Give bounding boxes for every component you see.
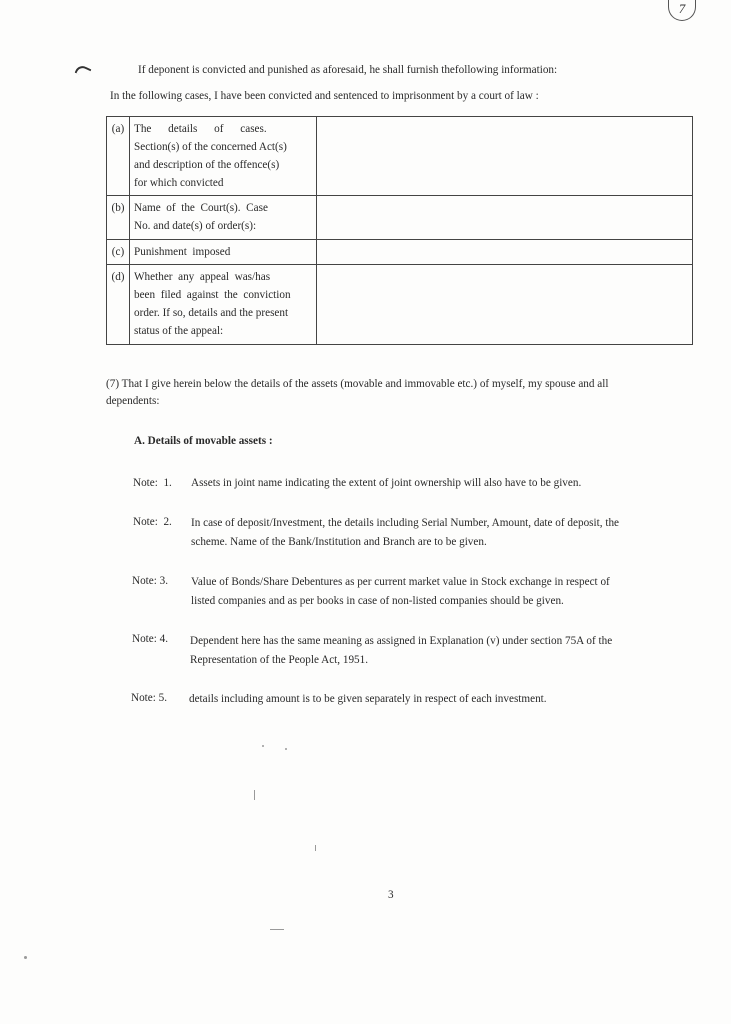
desc-line: for which convicted <box>134 177 224 189</box>
row-label: (d) <box>107 265 130 345</box>
note-text: Assets in joint name indicating the extent of joint ownership will also have to be given. <box>191 477 582 489</box>
table-row <box>107 196 693 240</box>
note-text: Representation of the People Act, 1951. <box>190 654 369 666</box>
note-label: Note: 3. <box>132 575 169 587</box>
note-label: Note: 1. <box>133 477 172 489</box>
desc-line: The details of cases. <box>134 123 267 135</box>
row-description <box>130 117 317 196</box>
row-label: (a) <box>107 117 130 196</box>
desc-line: order. If so, details and the present <box>134 307 289 319</box>
table-row <box>107 117 693 196</box>
page-number: 3 <box>388 889 394 901</box>
desc-line: Name of the Court(s). Case <box>134 202 268 214</box>
note-label: Note: 2. <box>133 516 172 528</box>
tick-mark-icon <box>75 64 92 79</box>
conviction-table <box>106 116 693 345</box>
scan-speck <box>24 956 27 959</box>
desc-line: been filed against the conviction <box>134 289 291 301</box>
note-label: Note: 5. <box>131 692 168 704</box>
page-corner-mark: 7 <box>668 0 696 21</box>
desc-line: Whether any appeal was/has <box>134 271 271 283</box>
row-value[interactable] <box>317 117 693 196</box>
row-description <box>130 265 317 345</box>
row-value[interactable] <box>317 240 693 265</box>
desc-line: status of the appeal: <box>134 325 224 337</box>
para7-line1: (7) That I give herein below the details of the assets (movable and immovable etc.) of myself, my spouse and all <box>106 378 609 390</box>
note-text: Value of Bonds/Share Debentures as per current market value in Stock exchange in respect of <box>191 576 610 588</box>
section-heading: A. Details of movable assets : <box>134 435 273 447</box>
note-text: listed companies and as per books in case of non-listed companies should be given. <box>191 595 564 607</box>
note-text: scheme. Name of the Bank/Institution and Branch are to be given. <box>191 536 487 548</box>
table-row <box>107 265 693 345</box>
note-text: details including amount is to be given separately in respect of each investment. <box>189 693 547 705</box>
cases-line: In the following cases, I have been convicted and sentenced to imprisonment by a court of law : <box>110 90 539 102</box>
desc-line: No. and date(s) of order(s): <box>134 220 257 232</box>
scan-speck <box>270 929 284 930</box>
row-value[interactable] <box>317 196 693 240</box>
row-label: (b) <box>107 196 130 240</box>
desc-line: Punishment imposed <box>134 246 231 258</box>
row-value[interactable] <box>317 265 693 345</box>
desc-line: Section(s) of the concerned Act(s) <box>134 141 287 153</box>
scan-speck <box>262 745 264 747</box>
row-label: (c) <box>107 240 130 265</box>
scan-speck <box>285 748 287 750</box>
note-text: In case of deposit/Investment, the details including Serial Number, Amount, date of deposit, the <box>191 517 619 529</box>
row-description <box>130 240 317 265</box>
para7-line2: dependents: <box>106 395 160 407</box>
note-label: Note: 4. <box>132 633 169 645</box>
note-text: Dependent here has the same meaning as assigned in Explanation (v) under section 75A of the <box>190 635 613 647</box>
row-description <box>130 196 317 240</box>
scan-speck <box>315 845 316 851</box>
table-row <box>107 240 693 265</box>
intro-line: If deponent is convicted and punished as aforesaid, he shall furnish thefollowing information: <box>138 64 558 76</box>
scan-speck <box>254 790 255 800</box>
desc-line: and description of the offence(s) <box>134 159 280 171</box>
